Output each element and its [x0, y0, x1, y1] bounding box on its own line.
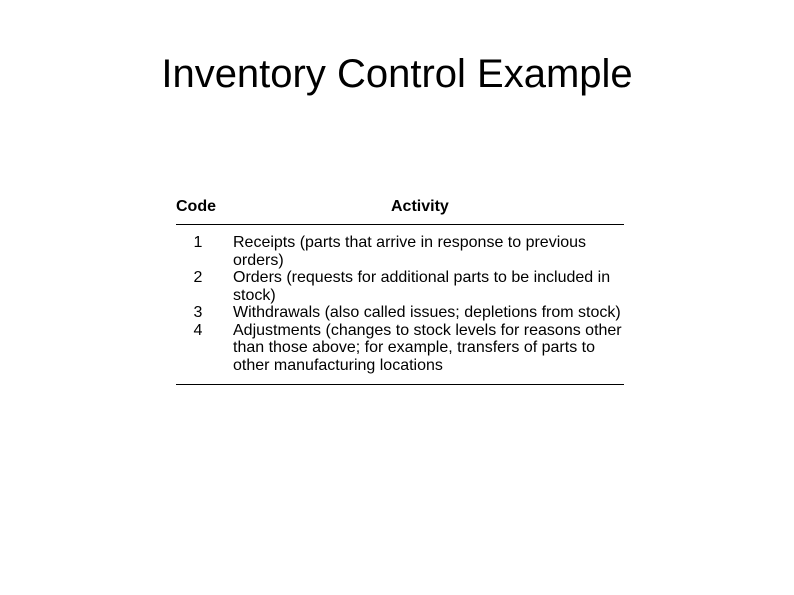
column-header-activity: Activity	[391, 198, 449, 215]
row-activity: Adjustments (changes to stock levels for reasons other than those above; for example, transfers of parts to other manufacturing locations	[233, 321, 622, 374]
table-row	[176, 304, 624, 322]
row-activity: Orders (requests for additional parts to be included in stock)	[233, 269, 611, 304]
row-activity: Withdrawals (also called issues; depletions from stock)	[233, 304, 621, 321]
row-code: 4	[193, 321, 203, 339]
row-activity: Receipts (parts that arrive in response to previous orders)	[233, 234, 587, 269]
row-code: 1	[193, 234, 203, 251]
table-header-row	[176, 196, 624, 220]
table-row	[176, 322, 624, 375]
table-row	[176, 269, 624, 304]
column-header-code: Code	[176, 198, 216, 215]
table-row	[176, 234, 624, 269]
row-code: 3	[193, 304, 203, 321]
row-code: 2	[193, 269, 203, 286]
inventory-activity-table	[176, 196, 624, 385]
page-title: Inventory Control Example	[161, 52, 633, 96]
table-body	[176, 225, 624, 384]
table-bottom-rule	[176, 384, 624, 385]
